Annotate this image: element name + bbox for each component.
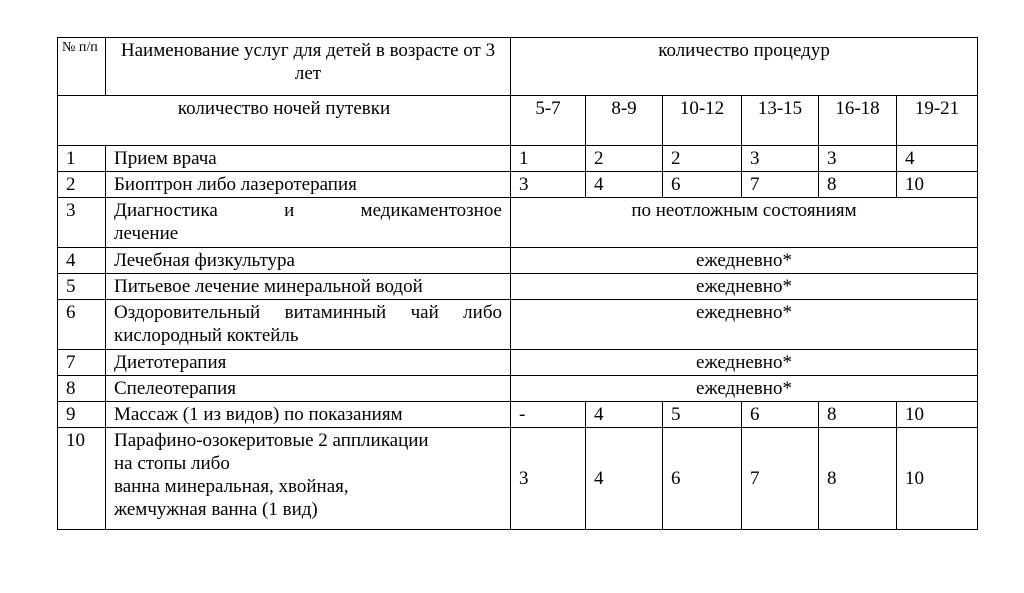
value-cell: 10 — [897, 428, 978, 530]
service-name: Биоптрон либо лазеротерапия — [106, 172, 511, 198]
span-value-cell: ежедневно* — [511, 300, 978, 350]
row-number: 9 — [58, 402, 106, 428]
nights-row — [58, 96, 978, 146]
row-number: 5 — [58, 274, 106, 300]
service-name: Массаж (1 из видов) по показаниям — [106, 402, 511, 428]
value-cell: 7 — [742, 172, 819, 198]
header-number-cell: № п/п — [58, 38, 106, 96]
value-cell: 2 — [586, 146, 663, 172]
service-name-line: ванна минеральная, хвойная, — [114, 476, 349, 497]
procedures-table — [57, 37, 978, 530]
header-row — [58, 38, 978, 96]
service-name-line: Диагностика и медикаментозное — [114, 200, 502, 221]
table-row — [58, 248, 978, 274]
nights-cell: 16-18 — [819, 96, 897, 146]
row-number: 1 — [58, 146, 106, 172]
value-cell: 7 — [742, 428, 819, 530]
service-name: Лечебная физкультура — [106, 248, 511, 274]
nights-cell: 19-21 — [897, 96, 978, 146]
value-cell: 6 — [663, 428, 742, 530]
service-name-line: лечение — [114, 223, 179, 244]
nights-cell: 13-15 — [742, 96, 819, 146]
span-value-cell: ежедневно* — [511, 376, 978, 402]
table-row — [58, 350, 978, 376]
value-cell: 5 — [663, 402, 742, 428]
span-value-cell: ежедневно* — [511, 274, 978, 300]
table-row — [58, 376, 978, 402]
value-cell: 4 — [586, 402, 663, 428]
nights-cell: 10-12 — [663, 96, 742, 146]
service-name: Питьевое лечение минеральной водой — [106, 274, 511, 300]
value-cell: 4 — [586, 428, 663, 530]
value-cell: 6 — [663, 172, 742, 198]
service-name — [106, 198, 511, 248]
service-name-line: жемчужная ванна (1 вид) — [114, 499, 318, 520]
value-cell: 3 — [742, 146, 819, 172]
service-name: Диетотерапия — [106, 350, 511, 376]
header-service-cell: Наименование услуг для детей в возрасте от 3 лет — [106, 38, 511, 96]
row-number: 3 — [58, 198, 106, 248]
table-row — [58, 402, 978, 428]
value-cell: 8 — [819, 172, 897, 198]
row-number: 2 — [58, 172, 106, 198]
table-row — [58, 428, 978, 530]
row-number: 8 — [58, 376, 106, 402]
service-name: Прием врача — [106, 146, 511, 172]
value-cell: 4 — [586, 172, 663, 198]
service-name — [106, 428, 511, 530]
service-name-line: Парафино-озокеритовые 2 аппликации — [114, 430, 429, 451]
value-cell: 1 — [511, 146, 586, 172]
service-name: Оздоровительный витаминный чай либо кислородный коктейль — [106, 300, 511, 350]
header-procedures-cell: количество процедур — [511, 38, 978, 96]
value-cell: 2 — [663, 146, 742, 172]
row-number: 4 — [58, 248, 106, 274]
table-row — [58, 198, 978, 248]
value-cell: 3 — [511, 428, 586, 530]
row-number: 6 — [58, 300, 106, 350]
value-cell: 10 — [897, 172, 978, 198]
row-number: 7 — [58, 350, 106, 376]
value-cell: 10 — [897, 402, 978, 428]
table-row — [58, 172, 978, 198]
value-cell: 6 — [742, 402, 819, 428]
value-cell: 3 — [819, 146, 897, 172]
nights-cell: 5-7 — [511, 96, 586, 146]
table-row — [58, 300, 978, 350]
span-value-cell: ежедневно* — [511, 350, 978, 376]
service-name-line: на стопы либо — [114, 453, 230, 474]
value-cell: 3 — [511, 172, 586, 198]
span-value-cell: ежедневно* — [511, 248, 978, 274]
nights-label-cell: количество ночей путевки — [58, 96, 511, 146]
value-cell: - — [511, 402, 586, 428]
nights-cell: 8-9 — [586, 96, 663, 146]
value-cell: 4 — [897, 146, 978, 172]
row-number: 10 — [58, 428, 106, 530]
service-name: Спелеотерапия — [106, 376, 511, 402]
table-row — [58, 274, 978, 300]
value-cell: 8 — [819, 428, 897, 530]
table-row — [58, 146, 978, 172]
value-cell: 8 — [819, 402, 897, 428]
span-value-cell: по неотложным состояниям — [511, 198, 978, 248]
